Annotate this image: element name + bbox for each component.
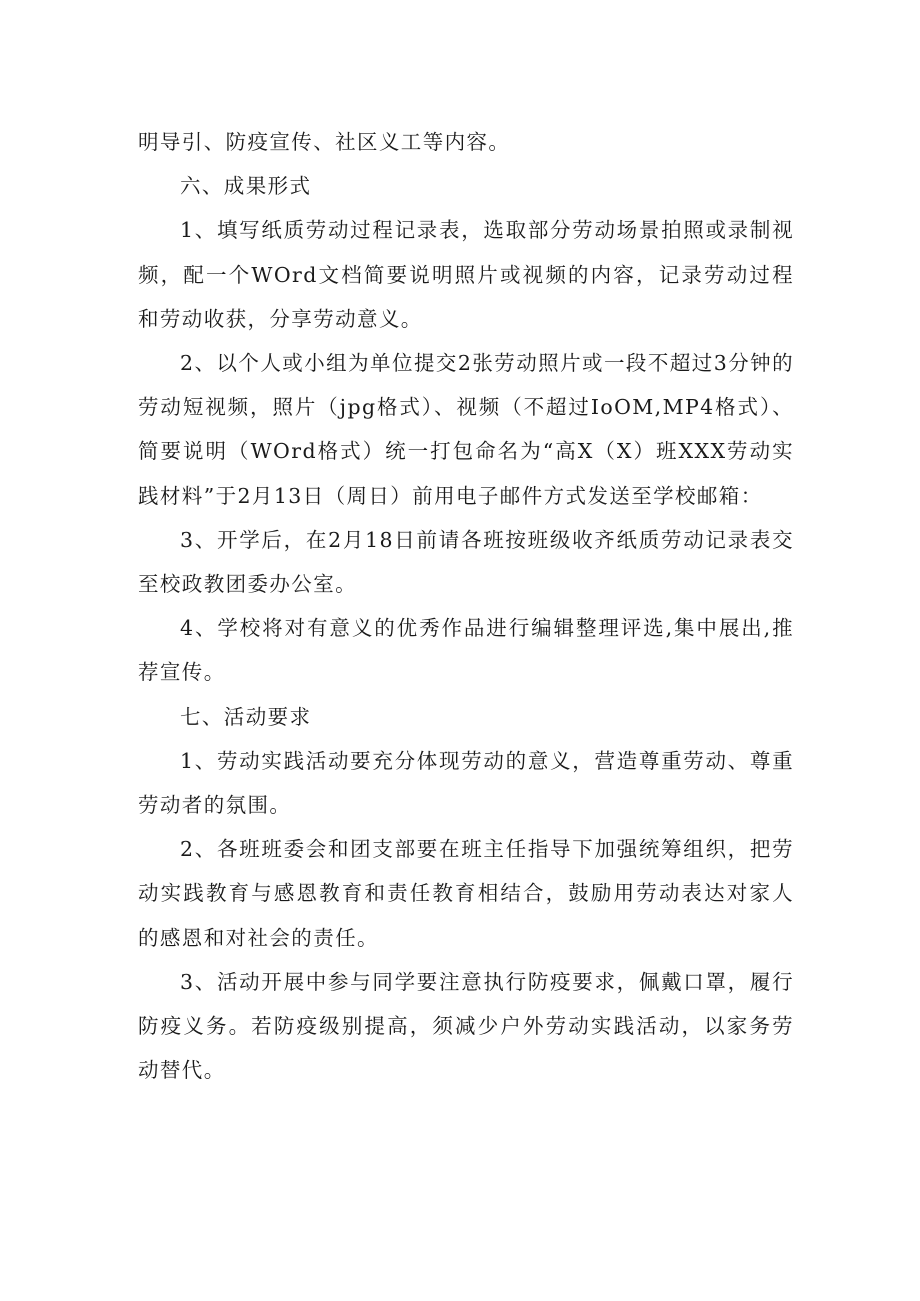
section-heading-activity-requirements: 七、活动要求	[180, 704, 312, 729]
results-item-4: 4、学校将对有意义的优秀作品进行编辑整理评选,集中展出,推荐宣传。	[138, 616, 794, 685]
paragraph-continuation: 明导引、防疫宣传、社区义工等内容。	[138, 130, 511, 154]
document-body	[138, 120, 794, 1092]
section-heading-results-format: 六、成果形式	[180, 174, 312, 199]
results-item-1: 1、填写纸质劳动过程记录表，选取部分劳动场景拍照或录制视频，配一个WOrd文档简要说明照片或视频的内容，记录劳动过程和劳动收获，分享劳动意义。	[138, 218, 794, 331]
requirement-item-1: 1、劳动实践活动要充分体现劳动的意义，营造尊重劳动、尊重劳动者的氛围。	[138, 748, 794, 818]
results-item-3: 3、开学后，在2月18日前请各班按班级收齐纸质劳动记录表交至校政教团委办公室。	[138, 527, 794, 597]
results-item-2: 2、以个人或小组为单位提交2张劳动照片或一段不超过3分钟的劳动短视频，照片（jpg格式）、视频（不超过IoOM,MP4格式）、简要说明（WOrd格式）统一打包命名为“高X（X）班XXX劳动实践材料”于2月13日（周日）前用电子邮件方式发送至学校邮箱：	[138, 351, 794, 508]
requirement-item-2: 2、各班班委会和团支部要在班主任指导下加强统筹组织，把劳动实践教育与感恩教育和责任教育相结合，鼓励用劳动表达对家人的感恩和对社会的责任。	[138, 837, 794, 950]
requirement-item-3: 3、活动开展中参与同学要注意执行防疫要求，佩戴口罩，履行防疫义务。若防疫级别提高，须减少户外劳动实践活动，以家务劳动替代。	[138, 969, 794, 1083]
